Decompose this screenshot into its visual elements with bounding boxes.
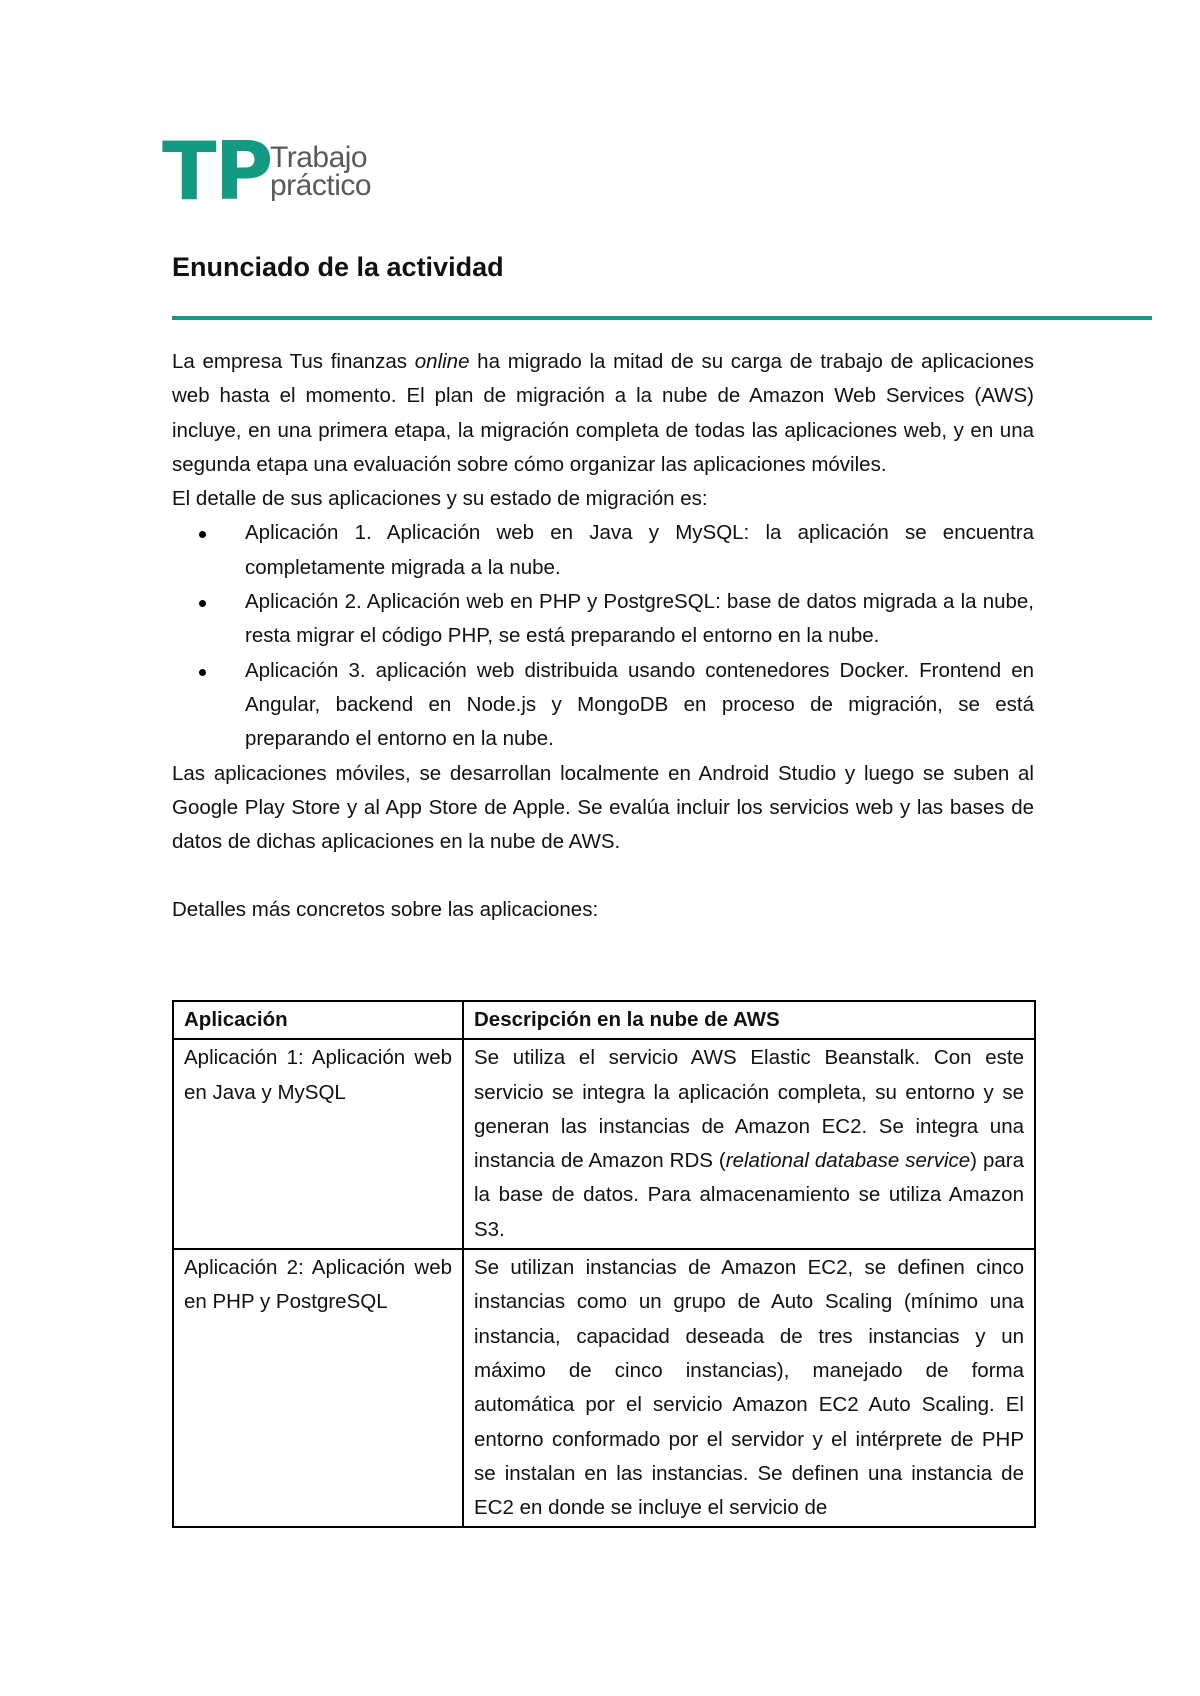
- table-row: [173, 1249, 1035, 1527]
- logo-line-1: Trabajo: [270, 141, 368, 174]
- table-intro: Detalles más concretos sobre las aplicaciones:: [172, 898, 599, 922]
- list-item: [245, 654, 1034, 757]
- logo-subtitle: [270, 141, 372, 202]
- detail-intro: El detalle de sus aplicaciones y su estado de migración es:: [172, 487, 708, 511]
- bullet-icon: [199, 669, 206, 676]
- mobile-paragraph: Las aplicaciones móviles, se desarrollan localmente en Android Studio y luego se suben al Google Play Store y al App Store de Apple. Se evalúa incluir los servicios web y las bases de datos de dichas aplicaciones en la nube de AWS.: [172, 761, 1034, 854]
- logo-line-2: práctico: [270, 169, 372, 202]
- bullet-icon: [199, 531, 206, 538]
- app-status-list: [172, 516, 1034, 756]
- list-item-text: Aplicación 2. Aplicación web en PHP y PostgreSQL: base de datos migrada a la nube, resta migrar el código PHP, se está preparando el entorno en la nube.: [245, 590, 1034, 648]
- intro-text-2: ha migrado la mitad de su carga de trabajo de aplicaciones web hasta el momento. El plan de migración a la nube de Amazon Web Services (AWS) incluye, en una primera etapa, la migración completa de todas las aplicaciones web, y en una segunda etapa una evaluación sobre cómo organizar las aplicaciones móviles.: [172, 350, 1034, 476]
- logo-mark: TP: [162, 125, 272, 218]
- cell-description: [463, 1249, 1035, 1527]
- applications-table: [172, 1000, 1036, 1528]
- intro-paragraph: [172, 345, 1034, 482]
- header-application: Aplicación: [173, 1001, 463, 1039]
- desc-italic: relational database service: [725, 1149, 971, 1173]
- list-item: [245, 585, 1034, 654]
- list-item-text: Aplicación 3. aplicación web distribuida usando contenedores Docker. Frontend en Angular, backend en Node.js y MongoDB en proceso de migración, se está preparando el entorno en la nube.: [245, 658, 1034, 751]
- intro-italic: online: [414, 350, 470, 373]
- list-item: [245, 516, 1034, 585]
- desc-text-1: Se utiliza el servicio AWS Elastic Beanstalk. Con este servicio se integra la aplicación completa, su entorno y se generan las instancias de Amazon EC2. Se integra una instancia de Amazon RDS (: [474, 1046, 1024, 1173]
- title-divider: [172, 316, 1152, 320]
- table-row: [173, 1039, 1035, 1249]
- bullet-icon: [199, 600, 206, 607]
- cell-description: [463, 1039, 1035, 1249]
- intro-text-1: La empresa Tus finanzas: [172, 350, 415, 373]
- page-title: Enunciado de la actividad: [172, 252, 504, 282]
- list-item-text: Aplicación 1. Aplicación web en Java y MySQL: la aplicación se encuentra completamente migrada a la nube.: [245, 521, 1034, 579]
- table-header-row: [173, 1001, 1035, 1039]
- header-description: Descripción en la nube de AWS: [463, 1001, 1035, 1039]
- cell-application: Aplicación 1: Aplicación web en Java y MySQL: [173, 1039, 463, 1249]
- desc-text-1: Se utilizan instancias de Amazon EC2, se definen cinco instancias como un grupo de Auto Scaling (mínimo una instancia, capacidad deseada de tres instancias y un máximo de cinco instancias), manejado de forma automática por el servicio Amazon EC2 Auto Scaling. El entorno conformado por el servidor y el intérprete de PHP se instalan en las instancias. Se definen una instancia de EC2 en donde se incluye el servicio de: [474, 1256, 1024, 1520]
- cell-application: Aplicación 2: Aplicación web en PHP y PostgreSQL: [173, 1249, 463, 1527]
- document-body: [172, 345, 1034, 928]
- desc-text-2: ) para la base de datos. Para almacenamiento se utiliza Amazon S3.: [474, 1149, 1024, 1241]
